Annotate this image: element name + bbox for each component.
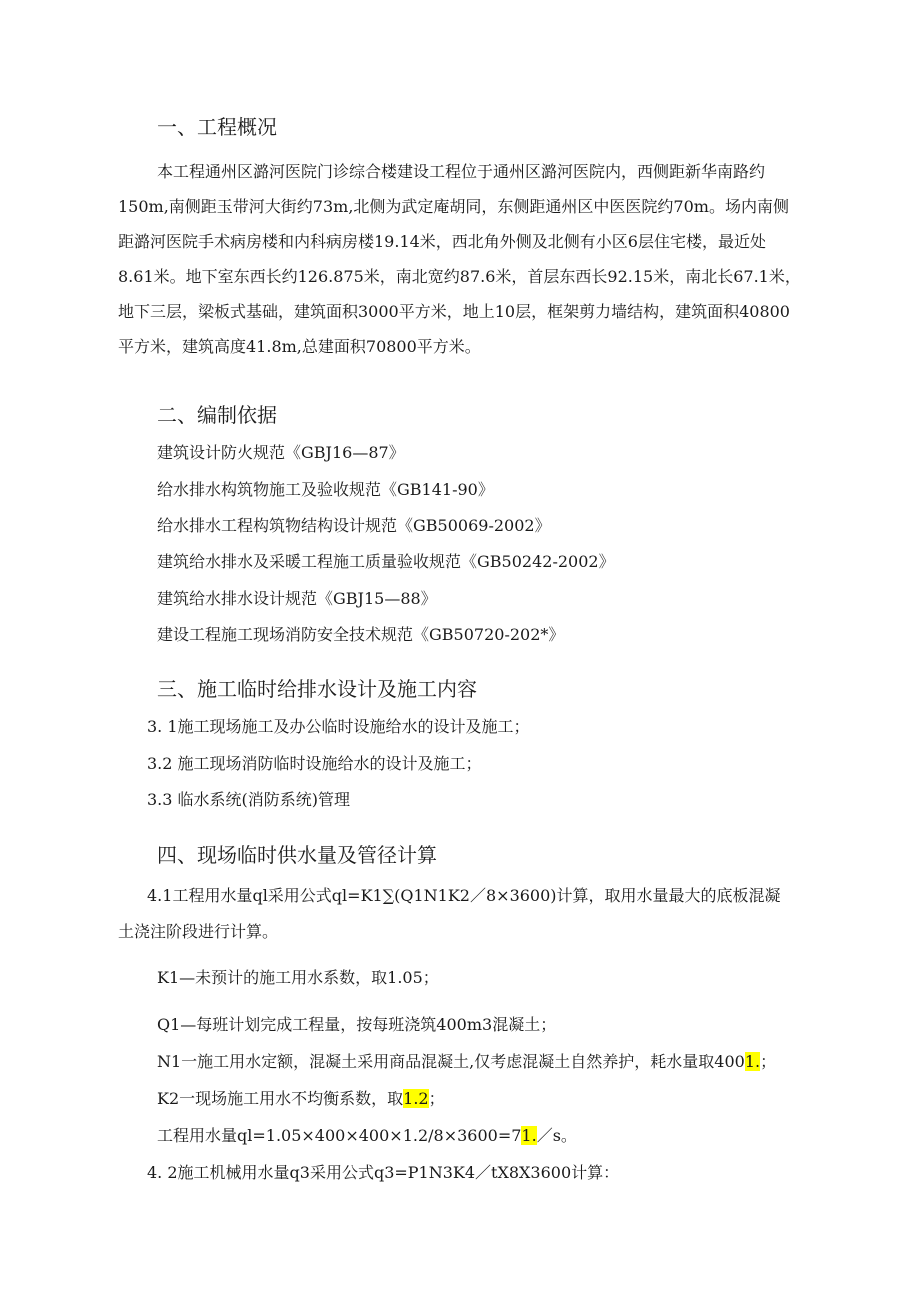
paragraph-line: 150m,南侧距玉带河大街约73m,北侧为武定庵胡同，东侧距通州区中医医院约70m。场内南侧 [118,197,789,216]
paragraph-line: 距潞河医院手术病房楼和内科病房楼19.14米，西北角外侧及北侧有小区6层住宅楼，最近处 [118,232,766,251]
heading-design-content: 三、施工临时给排水设计及施工内容 [157,677,477,701]
text-run: ； [428,1089,445,1108]
list-item: 3.3 临水系统(消防系统)管理 [147,790,351,809]
paragraph-line: 4. 2施工机械用水量q3采用公式q3=P1N3K4／tX8X3600计算： [147,1163,620,1182]
highlight-mark: 1.2 [403,1089,429,1108]
heading-basis: 二、编制依据 [157,403,277,427]
list-item: 给水排水构筑物施工及验收规范《GB141-90》 [157,480,494,499]
definition-k2 [157,1089,445,1109]
calculation-result [157,1126,577,1146]
heading-project-overview: 一、工程概况 [157,115,277,139]
list-item: 给水排水工程构筑物结构设计规范《GB50069-2002》 [157,516,551,535]
text-run: ； [760,1052,777,1071]
text-run: 工程用水量ql=1.05×400×400×1.2/8×3600=7 [157,1126,522,1145]
paragraph-line: 平方米，建筑高度41.8m,总建面积70800平方米。 [118,337,481,356]
highlight-mark: 1. [521,1126,537,1145]
definition-n1 [157,1052,776,1072]
heading-water-calc: 四、现场临时供水量及管径计算 [157,843,437,867]
highlight-mark: 1. [744,1052,761,1071]
paragraph-line: 8.61米。地下室东西长约126.875米，南北宽约87.6米，首层东西长92.15米，南北长67.1米， [118,267,801,286]
text-run: ／s。 [536,1126,577,1145]
list-item: 建设工程施工现场消防安全技术规范《GB50720-202*》 [157,625,565,644]
paragraph-line: 土浇注阶段进行计算。 [118,922,279,941]
list-item: 3. 1施工现场施工及办公临时设施给水的设计及施工； [147,717,530,736]
text-run: N1一施工用水定额，混凝土采用商品混凝土,仅考虑混凝土自然养护，耗水量取400 [157,1052,745,1071]
definition-q1: Q1—每班计划完成工程量，按每班浇筑400m3混凝土； [157,1015,557,1034]
paragraph-line: 本工程通州区潞河医院门诊综合楼建设工程位于通州区潞河医院内，西侧距新华南路约 [157,162,766,181]
list-item: 建筑给水排水及采暖工程施工质量验收规范《GB50242-2002》 [157,552,615,571]
text-run: K2一现场施工用水不均衡系数，取 [157,1089,404,1108]
paragraph-line: 地下三层，梁板式基础，建筑面积3000平方米，地上10层，框架剪力墙结构，建筑面积40800 [118,302,790,321]
definition-k1: K1—未预计的施工用水系数，取1.05； [157,968,439,987]
paragraph-line: 4.1工程用水量ql采用公式ql=K1∑(Q1N1K2／8×3600)计算，取用水量最大的底板混凝 [147,886,781,905]
list-item: 3.2 施工现场消防临时设施给水的设计及施工； [147,754,482,773]
list-item: 建筑设计防火规范《GBJ16—87》 [157,443,405,462]
list-item: 建筑给水排水设计规范《GBJ15—88》 [157,589,437,608]
